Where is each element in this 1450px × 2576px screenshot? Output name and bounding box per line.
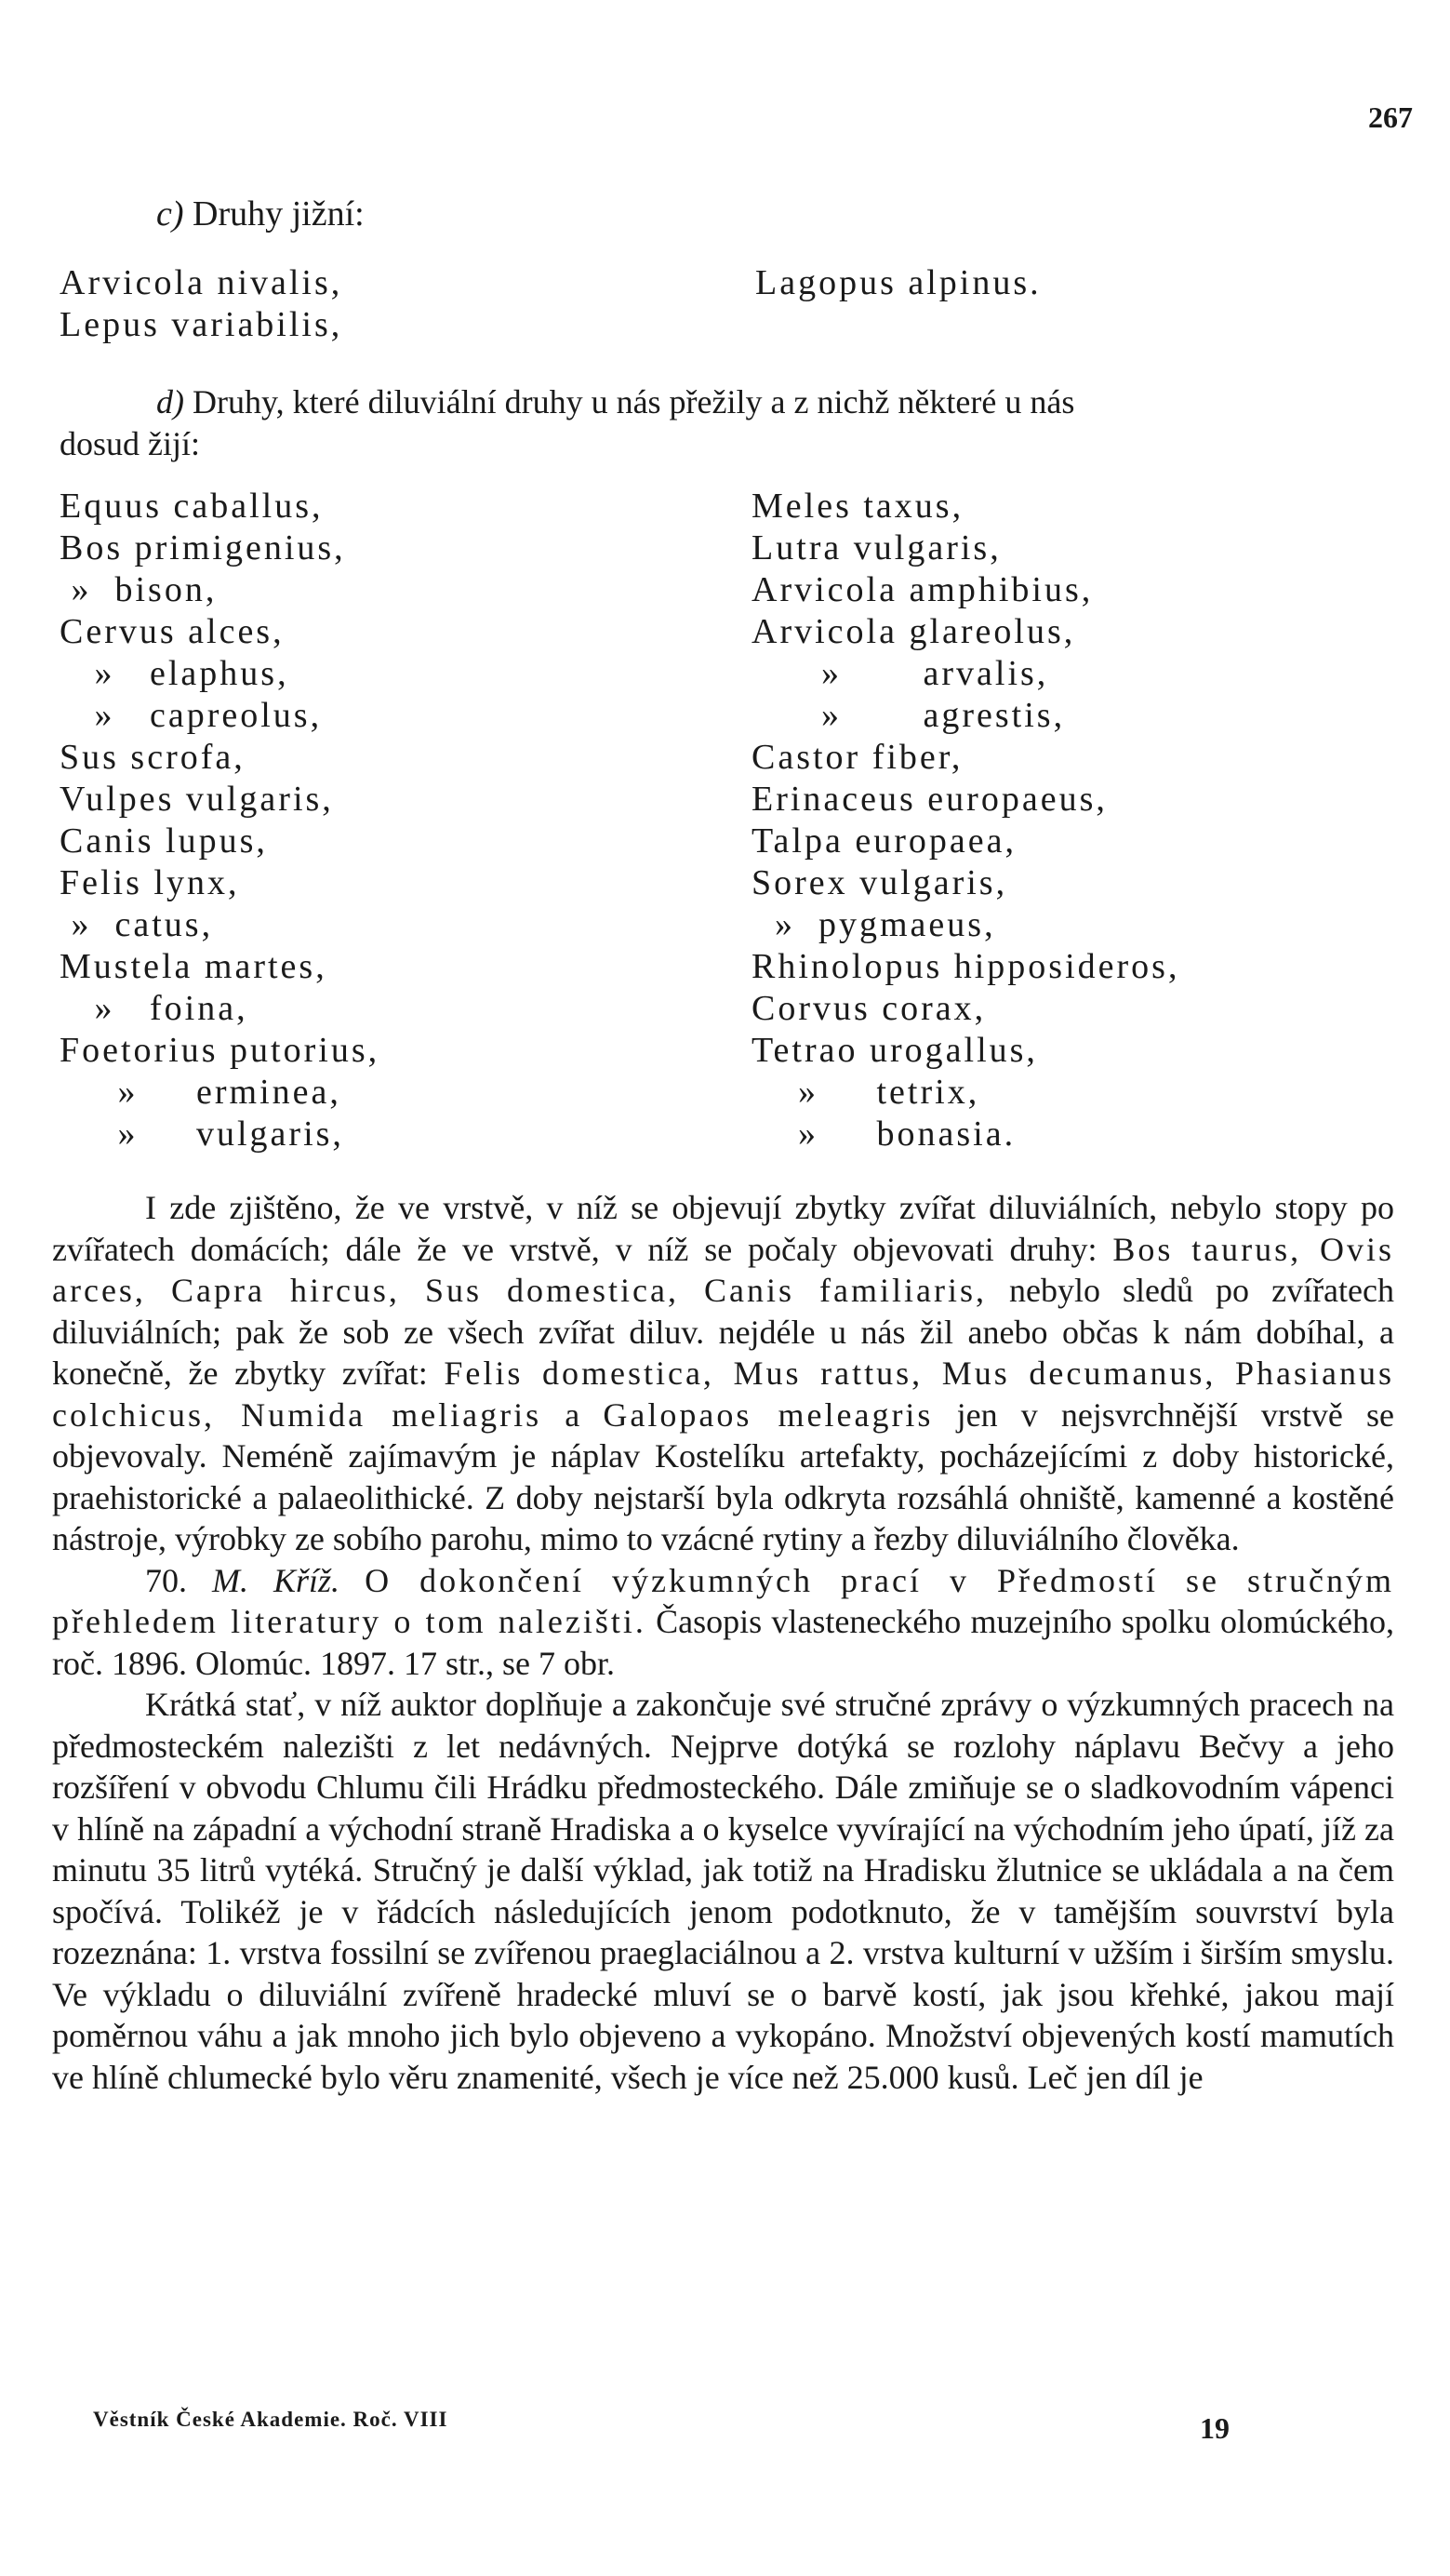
- section-d-heading: [60, 381, 1403, 465]
- species-list: Galopaos meleagris: [603, 1395, 934, 1434]
- section-d-title-cont: dosud žijí:: [60, 425, 200, 462]
- list-item: Arvicola glareolus,: [752, 612, 1076, 651]
- list-item: Canis lupus,: [60, 821, 268, 861]
- list-item: Lepus variabilis,: [60, 305, 343, 344]
- list-item: » arvalis,: [752, 654, 1049, 693]
- list-item: » agrestis,: [752, 696, 1066, 735]
- page-number: 267: [1368, 100, 1413, 134]
- paragraph: Krátká stať, v níž auktor doplňuje a zakončuje své stručné zprávy o výzkumných pracech na předmosteckém nalezišti z let nedávných. Nejprve dotýká se rozlohy náplavu Bečvy a jeho rozšíření v obvodu Chlumu čili Hrádku předmosteckého. Dále zmiňuje se o sladkovodním vápenci v hlíně na západní a východní straně Hradiska a o kyselce vyvírající na východním jeho úpatí, jíž za minutu 35 litrů vytéká. Stručný je další výklad, jak totiž na Hradisku žlutnice se ukládala a na čem spočívá. Tolikéž je v řádcích následujících jenom podotknuto, že v tamějším souvrství byla rozeznána: 1. vrstva fossilní se zvířenou praeglaciálnou a 2. vrstva kulturní v užším i širším smyslu. Ve výkladu o diluviální zvířeně hradecké mluví se o barvě kostí, jak jsou křehké, jakou mají poměrnou váhu a jak mnoho jich bylo objeveno a vykopáno. Množství objevených kostí mamutích ve hlíně chlumecké bylo věru znamenité, všech je více než 25.000 kusů. Leč jen díl je: [52, 1686, 1394, 2096]
- list-item: » bonasia.: [752, 1114, 1017, 1154]
- footer-journal: Věstník České Akademie. Roč. VIII: [93, 2408, 448, 2431]
- list-item: Castor fiber,: [752, 738, 964, 777]
- list-item: Arvicola amphibius,: [752, 570, 1094, 609]
- section-c-right-list: [755, 262, 1042, 304]
- list-item: Erinaceus europaeus,: [752, 780, 1108, 819]
- section-d-right-list: [752, 486, 1179, 1155]
- citation-number: 70.: [145, 1561, 187, 1599]
- list-item: Corvus corax,: [752, 989, 987, 1028]
- list-item: Lutra vulgaris,: [752, 528, 1002, 567]
- section-c-left-list: [60, 262, 342, 346]
- list-item: Bos primigenius,: [60, 528, 346, 567]
- list-item: Felis lynx,: [60, 863, 240, 902]
- species-list: Bos taurus, Ovis arces, Capra hircus, Sus domestica, Canis familiaris,: [52, 1230, 1394, 1309]
- section-c-title: Druhy jižní:: [193, 194, 365, 234]
- footer-signature: 19: [1200, 2411, 1230, 2445]
- citation-author: M. Kříž.: [212, 1561, 340, 1599]
- list-item: » capreolus,: [60, 696, 323, 735]
- list-item: » tetrix,: [752, 1073, 980, 1112]
- list-item: Meles taxus,: [752, 487, 964, 526]
- list-item: Cervus alces,: [60, 612, 285, 651]
- body-text: [52, 1187, 1394, 2098]
- list-item: » elaphus,: [60, 654, 289, 693]
- list-item: » bison,: [60, 570, 218, 609]
- list-item: Vulpes vulgaris,: [60, 780, 334, 819]
- citation: [52, 1560, 1394, 1685]
- list-item: » pygmaeus,: [752, 905, 996, 944]
- list-item: Sus scrofa,: [60, 738, 246, 777]
- list-item: Foetorius putorius,: [60, 1031, 380, 1070]
- citation-source: Časopis vlasteneckého muzejního spolku olomúckého, roč. 1896. Olomúc. 1897. 17 str., se 7 obr.: [52, 1603, 1394, 1682]
- list-item: Equus caballus,: [60, 487, 324, 526]
- list-item: Talpa europaea,: [752, 821, 1017, 861]
- species-list: Felis domestica, Mus rattus, Mus decumanus, Phasianus colchicus, Numida meliagris: [52, 1355, 1395, 1434]
- list-item: Arvicola nivalis,: [60, 263, 343, 302]
- section-d-left-list: [60, 486, 379, 1155]
- list-item: Mustela martes,: [60, 947, 327, 986]
- section-d-label: d): [156, 383, 184, 420]
- list-item: » catus,: [60, 905, 214, 944]
- section-c-label: c): [156, 194, 184, 234]
- list-item: » vulgaris,: [60, 1114, 344, 1154]
- list-item: » erminea,: [60, 1073, 341, 1112]
- section-d-title: Druhy, které diluviální druhy u nás přežily a z nichž některé u nás: [193, 383, 1075, 420]
- list-item: Tetrao urogallus,: [752, 1031, 1038, 1070]
- list-item: Lagopus alpinus.: [755, 263, 1042, 302]
- paragraph: I zde zjištěno, že ve vrstvě, v níž se objevují zbytky zvířat diluviálních, nebylo stopy po zvířatech domácích; dále že ve vrstvě, v níž se počaly objevovati druhy: Bos taurus, Ovis arces, Capra hircus, Sus domestica, Canis familiaris, nebylo sledů po zvířatech diluviálních; pak že sob ze všech zvířat diluv. nejdéle u nás žil anebo občas k nám dobíhal, a konečně, že zbytky zvířat: Felis domestica, Mus rattus, Mus decumanus, Phasianus colchicus, Numida meliagris a Galopaos meleagris jen v nejsvrchnější vrstvě se objevovaly. Neméně zajímavým je náplav Kostelíku artefakty, pocházejícími z doby historické, praehistorické a palaeolithické. Z doby nejstarší byla odkryta rozsáhlá ohniště, kamenné a kostěné nástroje, výrobky ze sobího parohu, mimo to vzácné rytiny a řezby diluviálního člověka.: [52, 1189, 1395, 1557]
- section-c-heading: [156, 194, 365, 234]
- list-item: » foina,: [60, 989, 248, 1028]
- list-item: Sorex vulgaris,: [752, 863, 1008, 902]
- citation-title: O dokončení výzkumných prací v Předmostí se stručným přehledem literatury o tom nalezišti.: [52, 1561, 1395, 1640]
- list-item: Rhinolopus hipposideros,: [752, 947, 1180, 986]
